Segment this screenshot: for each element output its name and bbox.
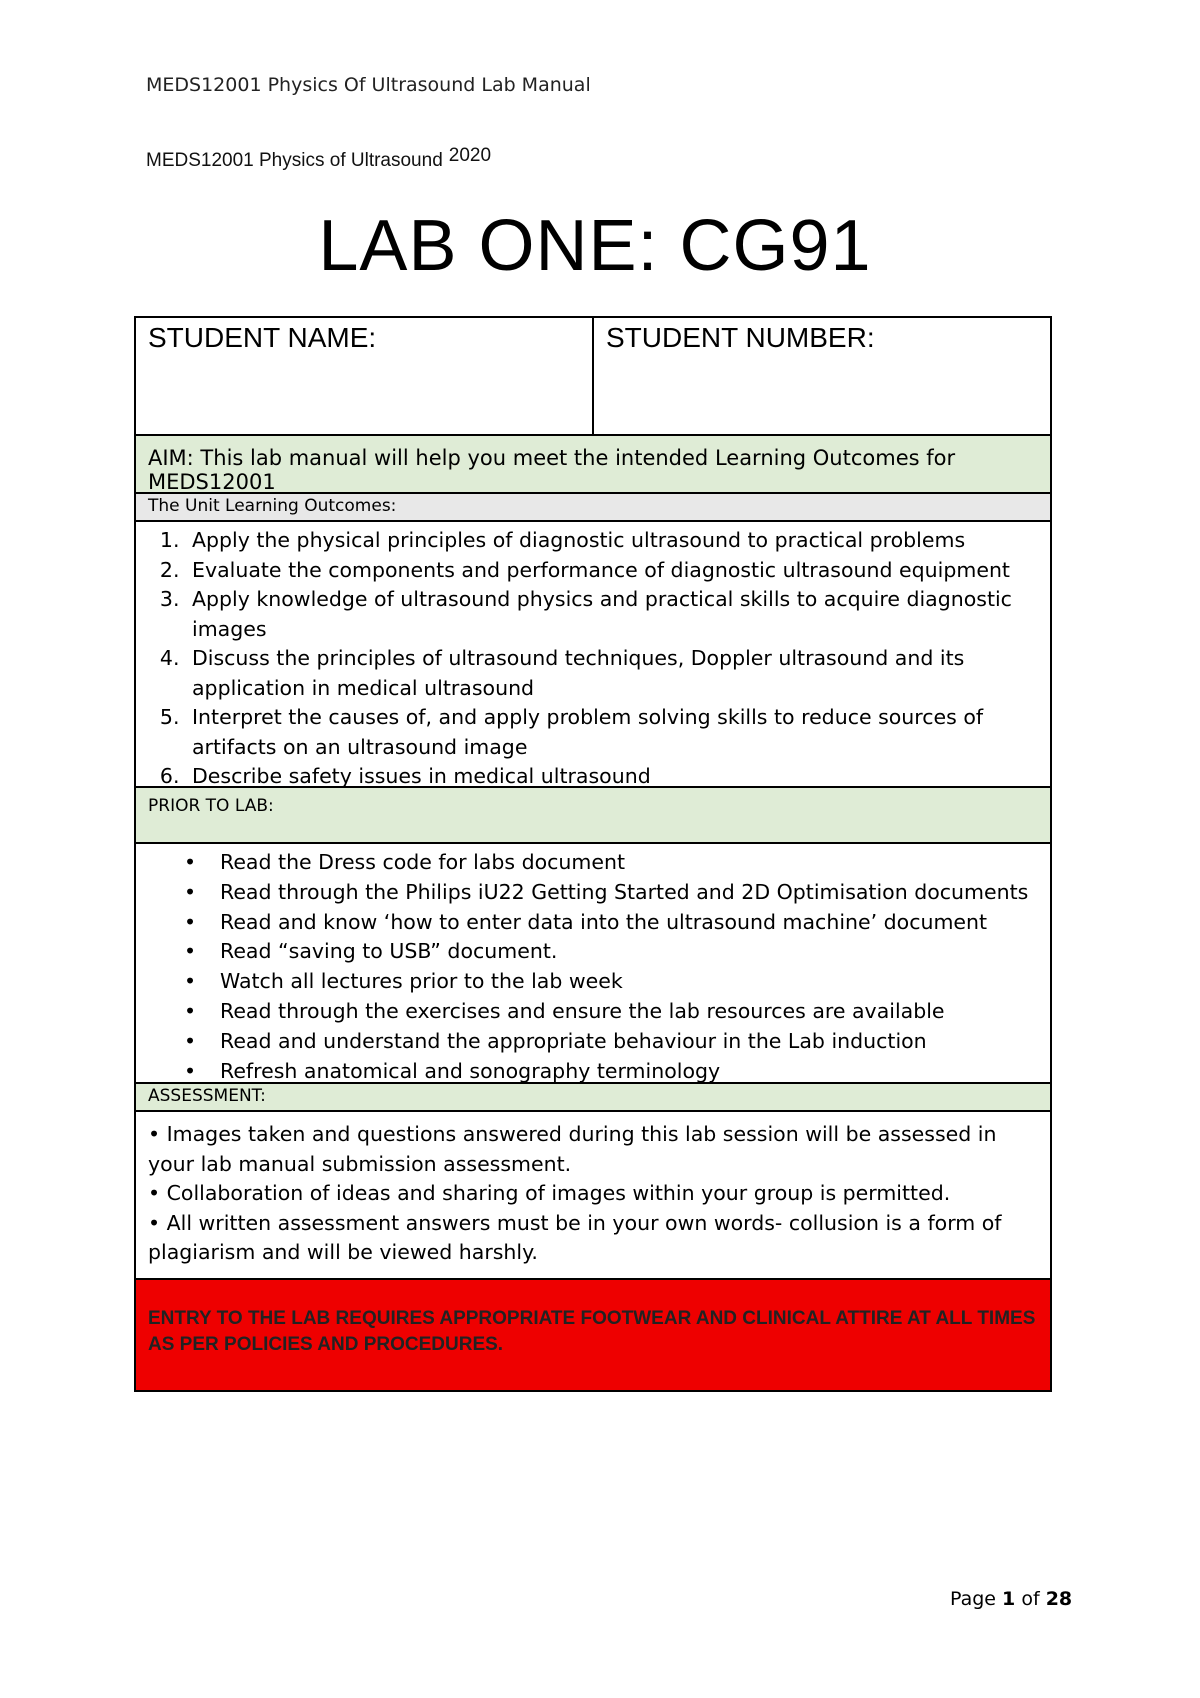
- list-item: 3. Apply knowledge of ultrasound physics and practical skills to acquire diagnostic images: [186, 585, 1038, 644]
- prior-label: PRIOR TO LAB:: [136, 788, 1050, 844]
- outcomes-label: The Unit Learning Outcomes:: [136, 494, 1050, 522]
- running-header: MEDS12001 Physics Of Ultrasound Lab Manual: [146, 74, 591, 96]
- assessment-item: • Collaboration of ideas and sharing of images within your group is permitted.: [148, 1181, 951, 1205]
- student-details-row: [136, 318, 1050, 436]
- list-item: • Read the Dress code for labs document: [220, 848, 1038, 878]
- list-item: • Read “saving to USB” document.: [220, 937, 1038, 967]
- aim-row: AIM: This lab manual will help you meet the intended Learning Outcomes for MEDS12001: [136, 436, 1050, 494]
- list-item: 1. Apply the physical principles of diagnostic ultrasound to practical problems: [186, 526, 1038, 556]
- list-item: • Read through the Philips iU22 Getting Started and 2D Optimisation documents: [220, 878, 1038, 908]
- student-name-cell[interactable]: [136, 318, 594, 434]
- student-number-cell[interactable]: [594, 318, 1050, 434]
- prior-list: [148, 848, 1038, 1086]
- attire-warning: ENTRY TO THE LAB REQUIRES APPROPRIATE FOOTWEAR AND CLINICAL ATTIRE AT ALL TIMES AS PER POLICIES AND PROCEDURES.: [136, 1280, 1050, 1390]
- list-item: • Watch all lectures prior to the lab week: [220, 967, 1038, 997]
- prior-row: [136, 844, 1050, 1084]
- of-word: of: [1021, 1588, 1040, 1610]
- assessment-item: • All written assessment answers must be in your own words- collusion is a form of plagiarism and will be viewed harshly.: [148, 1210, 1002, 1264]
- list-item: 6. Describe safety issues in medical ultrasound: [186, 762, 1038, 792]
- course-name: MEDS12001 Physics of Ultrasound: [146, 150, 443, 171]
- page-footer: [950, 1588, 1072, 1610]
- assessment-item: • Images taken and questions answered during this lab session will be assessed in your lab manual submission assessment.: [148, 1122, 997, 1176]
- outcomes-list: [148, 526, 1038, 792]
- outcomes-row: [136, 522, 1050, 788]
- list-item: • Read and know ‘how to enter data into the ultrasound machine’ document: [220, 908, 1038, 938]
- student-name-label: STUDENT NAME:: [148, 322, 377, 353]
- list-item: • Read through the exercises and ensure the lab resources are available: [220, 997, 1038, 1027]
- assessment-label: ASSESSMENT:: [136, 1084, 1050, 1112]
- student-number-label: STUDENT NUMBER:: [606, 322, 875, 353]
- list-item: 4. Discuss the principles of ultrasound techniques, Doppler ultrasound and its application in medical ultrasound: [186, 644, 1038, 703]
- list-item: 5. Interpret the causes of, and apply problem solving skills to reduce sources of artifacts on an ultrasound image: [186, 703, 1038, 762]
- list-item: • Read and understand the appropriate behaviour in the Lab induction: [220, 1027, 1038, 1057]
- page-number: 1: [1002, 1588, 1016, 1610]
- list-item: 2. Evaluate the components and performance of diagnostic ultrasound equipment: [186, 556, 1038, 586]
- page-total: 28: [1045, 1588, 1073, 1610]
- assessment-row: [136, 1112, 1050, 1280]
- course-subheader: [146, 145, 492, 172]
- course-year: 2020: [448, 145, 492, 166]
- lab-cover-table: [134, 316, 1052, 1392]
- page-title: LAB ONE: CG91: [318, 206, 872, 286]
- page-word: Page: [950, 1588, 996, 1610]
- list-item: • Refresh anatomical and sonography terminology: [220, 1057, 1038, 1087]
